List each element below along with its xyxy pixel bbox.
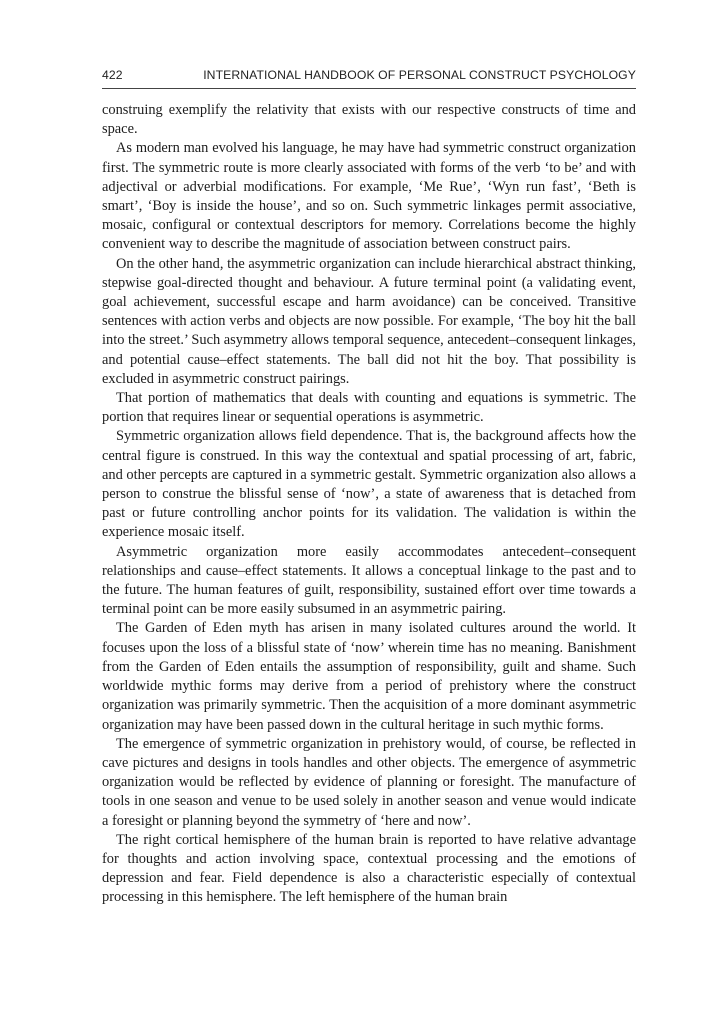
page-number: 422 (102, 68, 123, 82)
running-head (102, 68, 636, 88)
paragraph-garden-of-eden: The Garden of Eden myth has arisen in many isolated cultures around the world. It focuses upon the loss of a blissful state of ‘now’ wherein time has no meaning. Banishment from the Garden of Eden entails the assumption of responsibility, guilt and shame. Such worldwide mythic forms may derive from a period of prehistory where the construct organization was primarily symmetric. Then the acquisition of a more dominant asymmetric organization may have been passed down in the cultural heritage in such mythic forms. (102, 620, 636, 733)
paragraph-field-dependence: Symmetric organization allows field dependence. That is, the background affects how the central figure is construed. In this way the contextual and spatial processing of art, fabric, and other percepts are captured in a symmetric gestalt. Symmetric organization also allows a person to construe the blissful sense of ‘now’, a state of awareness that is detached from past or future controlling anchor points for its validation. The validation is within the experience mosaic itself. (102, 428, 636, 541)
paragraph-prehistory: The emergence of symmetric organization in prehistory would, of course, be reflected in cave pictures and designs in tools handles and other objects. The emergence of asymmetric organization would be reflected by evidence of planning or foresight. The manufacture of tools in one season and venue to be used solely in another season and venue would indicate a foresight or planning beyond the symmetry of ‘here and now’. (102, 735, 636, 829)
paragraph-cause-effect: Asymmetric organization more easily accommodates antecedent–consequent relationships and cause–effect statements. It allows a conceptual linkage to the past and to the future. The human features of guilt, responsibility, sustained effort over time towards a terminal point can be more easily subsumed in an asymmetric pairing. (102, 543, 636, 618)
header-rule (102, 88, 636, 89)
paragraph-mathematics: That portion of mathematics that deals with counting and equations is symmetric. The portion that requires linear or sequential operations is asymmetric. (102, 390, 636, 426)
body-text (102, 101, 636, 908)
paragraph-cortical-hemisphere: The right cortical hemisphere of the human brain is reported to have relative advantage for thoughts and action involving space, contextual processing and the emotions of depression and fear. Field dependence is also a characteristic especially of contextual processing in this hemisphere. The left hemisphere of the human brain (102, 831, 636, 906)
paragraph-language-evolution: As modern man evolved his language, he may have had symmetric construct organization first. The symmetric route is more clearly associated with forms of the verb ‘to be’ and with adjectival or adverbial modifications. For example, ‘Me Rue’, ‘Wyn run fast’, ‘Beth is smart’, ‘Boy is inside the house’, and so on. Such symmetric linkages permit associative, mosaic, configural or contextual descriptors for memory. Correlations become the highly convenient way to describe the magnitude of association between construct pairs. (102, 140, 636, 253)
paragraph-continuation: construing exemplify the relativity that exists with our respective constructs of time and space. (102, 102, 636, 138)
paragraph-asymmetric-organization: On the other hand, the asymmetric organization can include hierarchical abstract thinking, stepwise goal-directed thought and behaviour. A future terminal point (a validating event, goal achievement, successful escape and harm avoidance) can be conceived. Transitive sentences with action verbs and objects are now possible. For example, ‘The boy hit the ball into the street.’ Such asymmetry allows temporal sequence, antecedent–consequent linkages, and potential cause–effect statements. The ball did not hit the boy. That possibility is excluded in asymmetric construct pairings. (102, 255, 636, 387)
book-title: INTERNATIONAL HANDBOOK OF PERSONAL CONSTRUCT PSYCHOLOGY (203, 68, 636, 82)
